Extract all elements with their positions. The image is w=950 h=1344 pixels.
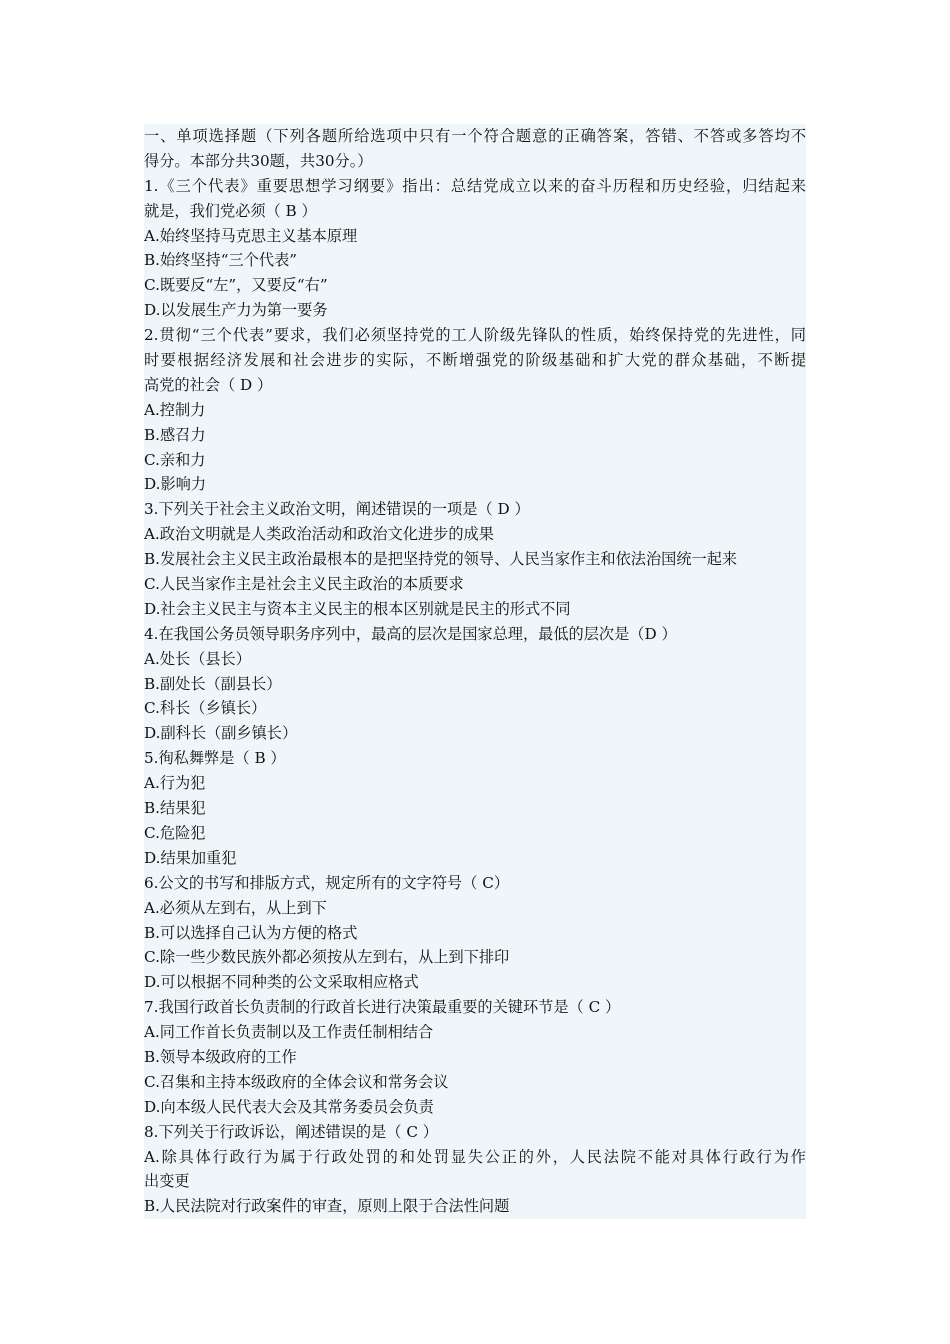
option: D.影响力 bbox=[144, 475, 207, 494]
option: A.同工作首长负责制以及工作责任制相结合 bbox=[144, 1023, 434, 1042]
option: B.副处长（副县长） bbox=[144, 674, 282, 693]
option: C.科长（乡镇长） bbox=[144, 699, 267, 718]
option: D.社会主义民主与资本主义民主的根本区别就是民主的形式不同 bbox=[144, 599, 571, 618]
option: A.政治文明就是人类政治活动和政治文化进步的成果 bbox=[144, 525, 494, 544]
question-stem: 7.我国行政首长负责制的行政首长进行决策最重要的关键环节是（ C ） bbox=[144, 998, 621, 1017]
option: D.可以根据不同种类的公文采取相应格式 bbox=[144, 973, 419, 992]
section-heading-cont: 得分。本部分共30题，共30分。） bbox=[144, 151, 373, 170]
question-stem: 8.下列关于行政诉讼，阐述错误的是（ C ） bbox=[144, 1122, 438, 1141]
option: A.始终坚持马克思主义基本原理 bbox=[144, 226, 358, 245]
option: C.亲和力 bbox=[144, 450, 206, 469]
option: A.行为犯 bbox=[144, 774, 206, 793]
option: C.人民当家作主是社会主义民主政治的本质要求 bbox=[144, 575, 464, 594]
option: D.以发展生产力为第一要务 bbox=[144, 301, 328, 320]
question-stem: 就是，我们党必须（ B ） bbox=[144, 201, 317, 220]
option: B.人民法院对行政案件的审查，原则上限于合法性问题 bbox=[144, 1197, 510, 1216]
option: D.结果加重犯 bbox=[144, 848, 237, 867]
option: D.副科长（副乡镇长） bbox=[144, 724, 298, 743]
option: C.召集和主持本级政府的全体会议和常务会议 bbox=[144, 1072, 449, 1091]
option: C.除一些少数民族外都必须按从左到右，从上到下排印 bbox=[144, 948, 510, 967]
option: D.向本级人民代表大会及其常务委员会负责 bbox=[144, 1097, 434, 1116]
question-stem: 1.《三个代表》重要思想学习纲要》指出：总结党成立以来的奋斗历程和历史经验，归结起来 bbox=[144, 176, 806, 195]
question-stem: 6.公文的书写和排版方式，规定所有的文字符号（ C） bbox=[144, 873, 510, 892]
option: A.必须从左到右，从上到下 bbox=[144, 898, 327, 917]
option: A.处长（县长） bbox=[144, 649, 251, 668]
document-body bbox=[144, 124, 806, 1219]
option: B.发展社会主义民主政治最根本的是把坚持党的领导、人民当家作主和依法治国统一起来 bbox=[144, 550, 738, 569]
question-stem: 5.徇私舞弊是（ B ） bbox=[144, 749, 286, 768]
option: B.始终坚持“三个代表” bbox=[144, 251, 298, 270]
question-stem: 高党的社会（ D ） bbox=[144, 375, 273, 394]
question-stem: 2.贯彻“三个代表”要求，我们必须坚持党的工人阶级先锋队的性质，始终保持党的先进性，同 bbox=[144, 326, 806, 345]
question-stem: 4.在我国公务员领导职务序列中，最高的层次是国家总理，最低的层次是（D ） bbox=[144, 624, 677, 643]
option: C.危险犯 bbox=[144, 823, 206, 842]
option: A.控制力 bbox=[144, 400, 206, 419]
question-stem: 时要根据经济发展和社会进步的实际，不断增强党的阶级基础和扩大党的群众基础，不断提 bbox=[144, 351, 806, 370]
option: B.可以选择自己认为方便的格式 bbox=[144, 923, 358, 942]
option: B.结果犯 bbox=[144, 799, 206, 818]
section-heading: 一、单项选择题（下列各题所给选项中只有一个符合题意的正确答案，答错、不答或多答均不 bbox=[144, 127, 806, 145]
option: C.既要反“左”，又要反“右” bbox=[144, 276, 328, 295]
question-stem: 3.下列关于社会主义政治文明，阐述错误的一项是（ D ） bbox=[144, 500, 530, 519]
option: B.领导本级政府的工作 bbox=[144, 1047, 297, 1066]
option: B.感召力 bbox=[144, 425, 206, 444]
option: A.除具体行政行为属于行政处罚的和处罚显失公正的外，人民法院不能对具体行政行为作 bbox=[144, 1147, 806, 1166]
option: 出变更 bbox=[144, 1172, 190, 1191]
